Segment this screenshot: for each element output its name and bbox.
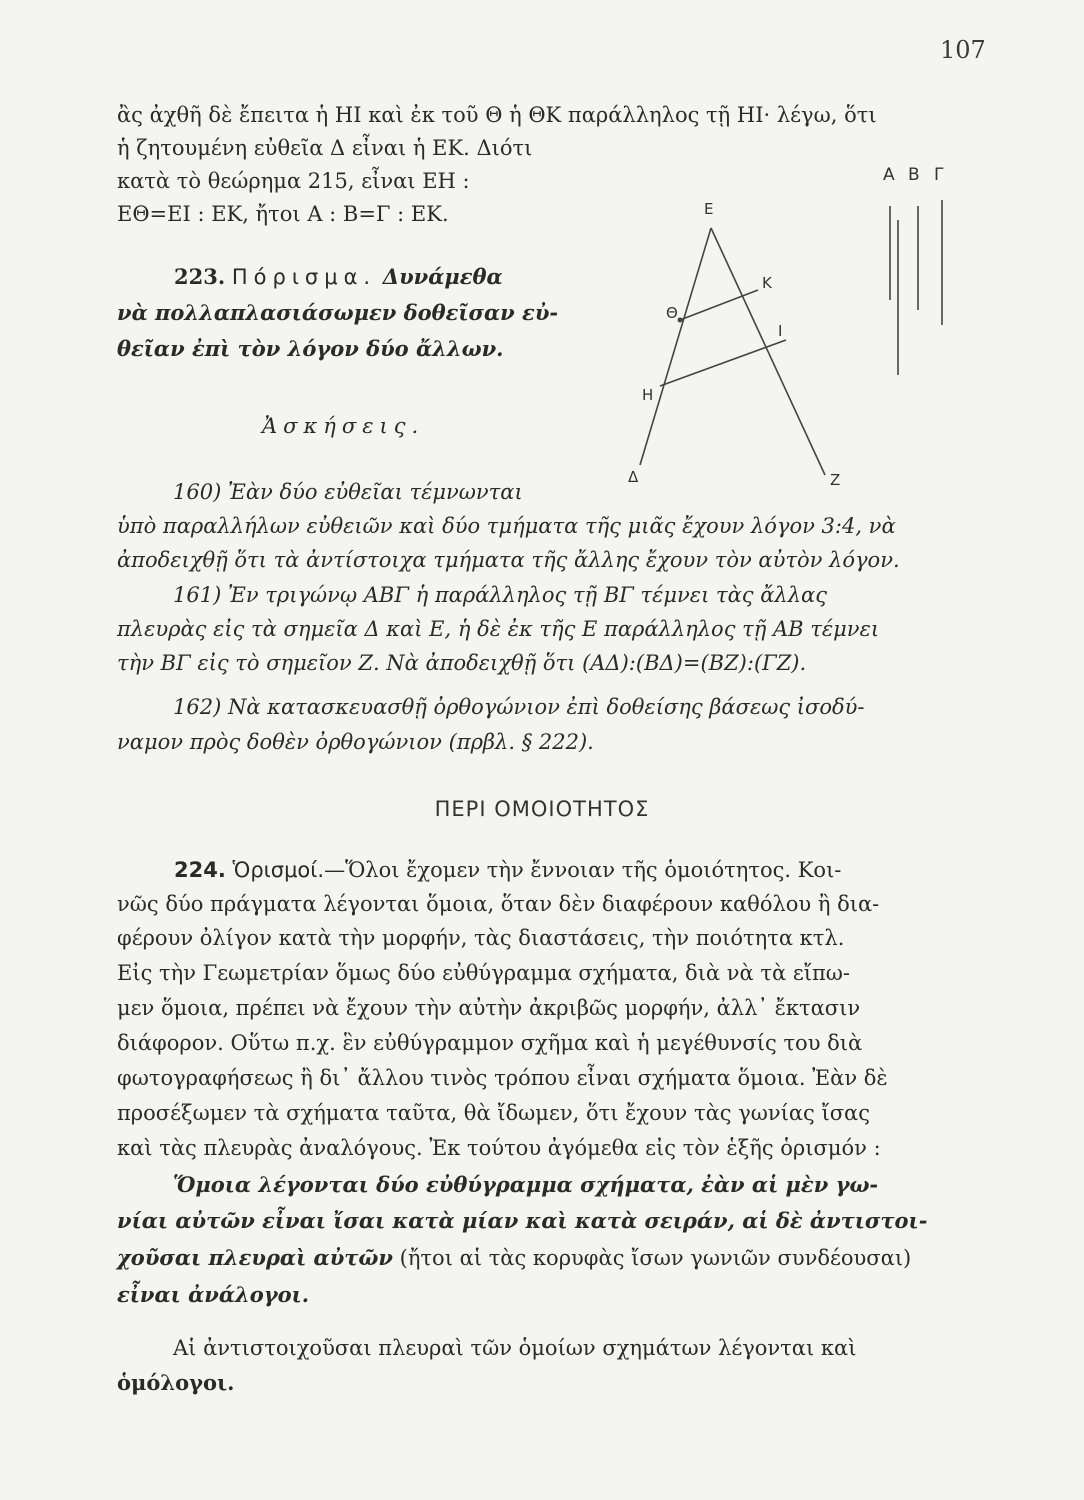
definitions-line-6: διάφορον. Οὕτω π.χ. ἓν εὐθύγραμμον σχῆμα καὶ ἡ μεγέθυνσίς του διὰ [117, 1031, 863, 1055]
exercise-162-line-2: ναμον πρὸς δοθὲν ὀρθογώνιον (πρβλ. § 222). [117, 730, 594, 754]
definitions-line-1 [117, 855, 841, 885]
definitions-text-1: —Ὅλοι ἔχομεν τὴν ἔννοιαν τῆς ὁμοιότητος. Κοι- [324, 858, 842, 882]
definitions-line-2: νῶς δύο πράγματα λέγονται ὅμοια, ὅταν δὲν διαφέρουν καθόλου ἢ δια- [117, 892, 880, 916]
segment-H-I [660, 340, 786, 386]
definitions-line-10 [117, 1243, 911, 1273]
side-E-Z [711, 228, 825, 475]
definition-bold-5: ὁμόλογοι. [117, 1370, 235, 1395]
definitions-title: Ὁρισμοί. [232, 858, 325, 882]
exercise-161-line-1: 161) Ἐν τριγώνῳ ΑΒΓ ἡ παράλληλος τῇ ΒΓ τέμνει τὰς ἄλλας [173, 583, 827, 607]
label-E: Ε [704, 200, 714, 218]
section-heading: ΠΕΡΙ ΟΜΟΙΟΤΗΤΟΣ [434, 797, 650, 821]
exercise-160-line-1: 160) Ἐὰν δύο εὐθεῖαι τέμνωνται [173, 480, 523, 504]
exercises-heading: Ἀσκήσεις. [262, 414, 425, 438]
label-K: Κ [762, 274, 772, 292]
exercise-160-line-2: ὑπὸ παραλλήλων εὐθειῶν καὶ δύο τμήματα τῆς μιᾶς ἔχουν λόγον 3:4, νὰ [117, 514, 896, 538]
label-Z: Ζ [830, 471, 841, 489]
label-H: Η [642, 386, 654, 404]
definitions-line-10-rest: (ἤτοι αἱ τὰς κορυφὰς ἴσων γωνιῶν συνδέουσαι) [399, 1246, 912, 1270]
label-B: Β [908, 165, 920, 185]
point-Theta-marker [678, 318, 683, 323]
corollary-number: 223. [174, 264, 226, 289]
definition-bold-3: χοῦσαι πλευραὶ αὐτῶν [117, 1245, 393, 1270]
intro-line-4: ΕΘ=ΕΙ : ΕΚ, ἤτοι Α : Β=Γ : ΕΚ. [117, 202, 449, 226]
definitions-line-5: μεν ὅμοια, πρέπει νὰ ἔχουν τὴν αὐτὴν ἀκριβῶς μορφήν, ἀλλ᾽ ἔκτασιν [117, 996, 861, 1020]
corollary-text-2: νὰ πολλαπλασιάσωμεν δοθεῖσαν εὐ- [117, 300, 559, 325]
exercise-160-line-3: ἀποδειχθῇ ὅτι τὰ ἀντίστοιχα τμήματα τῆς ἄλλης ἔχουν τὸν αὐτὸν λόγον. [117, 548, 900, 572]
definitions-line-7: φωτογραφήσεως ἢ δι᾽ ἄλλου τινὸς τρόπου εἶναι σχήματα ὅμοια. Ἐὰν δὲ [117, 1066, 888, 1090]
intro-line-2: ἡ ζητουμένη εὐθεῖα Δ εἶναι ἡ ΕΚ. Διότι [117, 136, 533, 160]
corollary-title: Πόρισμα. [231, 265, 377, 289]
definitions-line-3: φέρουν ὀλίγον κατὰ τὴν μορφήν, τὰς διαστάσεις, τὴν ποιότητα κτλ. [117, 926, 845, 950]
intro-line-1: ἂς ἀχθῆ δὲ ἔπειτα ἡ ΗΙ καὶ ἐκ τοῦ Θ ἡ ΘΚ παράλληλος τῇ ΗΙ· λέγω, ὅτι [117, 103, 877, 127]
definitions-number: 224. [174, 858, 226, 882]
definition-bold-1: Ὅμοια λέγονται δύο εὐθύγραμμα σχήματα, ἐὰν αἱ μὲν γω- [173, 1172, 879, 1197]
geometry-figure [600, 160, 980, 500]
side-E-Delta [640, 228, 711, 465]
exercise-161-line-3: τὴν ΒΓ εἰς τὸ σημεῖον Ζ. Νὰ ἀποδειχθῇ ὅτι (ΑΔ):(ΒΔ)=(ΒΖ):(ΓΖ). [117, 651, 807, 675]
intro-line-3: κατὰ τὸ θεώρημα 215, εἶναι ΕΗ : [117, 169, 470, 193]
definition-bold-4: εἶναι ἀνάλογοι. [117, 1282, 310, 1307]
exercise-161-line-2: πλευρὰς εἰς τὰ σημεῖα Δ καὶ Ε, ἡ δὲ ἐκ τῆς Ε παράλληλος τῇ ΑΒ τέμνει [117, 617, 880, 641]
corollary-text-1: Δυνάμεθα [382, 264, 503, 289]
label-I: Ι [778, 322, 783, 340]
label-Delta: Δ [628, 468, 639, 486]
definitions-line-9: καὶ τὰς πλευρὰς ἀναλόγους. Ἐκ τούτου ἀγόμεθα εἰς τὸν ἑξῆς ὁρισμόν : [117, 1136, 881, 1160]
corollary-heading [117, 262, 503, 292]
corollary-text-3: θεῖαν ἐπὶ τὸν λόγον δύο ἄλλων. [117, 336, 504, 361]
definitions-line-4: Εἰς τὴν Γεωμετρίαν ὅμως δύο εὐθύγραμμα σχήματα, διὰ νὰ τὰ εἴπω- [117, 961, 851, 985]
definitions-line-8: προσέξωμεν τὰ σχήματα ταῦτα, θὰ ἴδωμεν, ὅτι ἔχουν τὰς γωνίας ἴσας [117, 1101, 870, 1125]
label-Theta: Θ [666, 304, 678, 322]
page-number: 107 [940, 36, 986, 64]
exercise-162-line-1: 162) Νὰ κατασκευασθῇ ὀρθογώνιον ἐπὶ δοθείσης βάσεως ἰσοδύ- [173, 695, 865, 719]
label-G: Γ [934, 165, 944, 185]
definition-bold-2: νίαι αὐτῶν εἶναι ἴσαι κατὰ μίαν καὶ κατὰ σειράν, αἱ δὲ ἀντιστοι- [117, 1208, 928, 1233]
label-A: Α [883, 165, 895, 185]
definitions-line-11: Αἱ ἀντιστοιχοῦσαι πλευραὶ τῶν ὁμοίων σχημάτων λέγονται καὶ [173, 1336, 857, 1360]
